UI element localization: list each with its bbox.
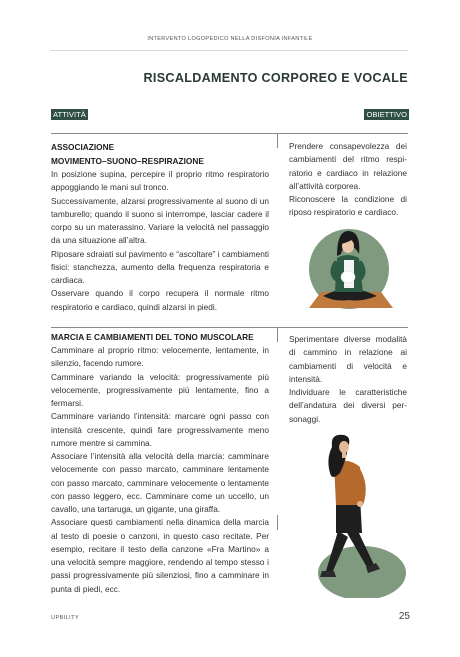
table-middle-rule (51, 327, 408, 328)
objective-paragraph: Individuare le caratteristiche dell’andatura dei diversi personaggi. (289, 387, 407, 424)
activity-paragraph: Associare l’intensità alla velocità della marcia: camminare velocemente con passo marcato, camminare lentamente con passo marcato, camminare velocemente o lentamente con passo leggero, ecc. Camminare come un uccello, un cavallo, una tartaruga, un gigante, una giraffa. (51, 451, 269, 514)
activity-paragraph: Camminare variando l’intensità: marcare ogni passo con intensità crescente, quindi fare progressivamente meno rumore mentre si cammina. (51, 411, 269, 448)
woman-walking-illustration (302, 433, 412, 598)
section-heading: MOVIMENTO–SUONO–RESPIRAZIONE (51, 156, 204, 166)
header-rule (50, 50, 408, 51)
activity-section-1 (51, 140, 269, 314)
activity-paragraph: Camminare al proprio ritmo: velocemente, lentamente, in silenzio, facendo rumore. (51, 345, 269, 369)
running-head: INTERVENTO LOGOPEDICO NELLA DISFONIA INFANTILE (147, 36, 313, 42)
objective-paragraph: Riconoscere la condizione di riposo respiratorio e cardiaco. (289, 194, 407, 218)
column-divider-top (277, 133, 278, 148)
objective-section-2 (289, 333, 407, 426)
activity-paragraph: In posizione supina, percepire il proprio ritmo respiratorio appoggiando le mani sul tronco. (51, 169, 269, 193)
activity-paragraph: Associare questi cambiamenti nella dinamica della marcia al testo di poesie o canzoni, in questo caso recitate. Per esempio, recitare il testo della canzone «Fra Martino» a una velocità sempre maggiore, rendendo al tempo stesso i passi progressivamente più silenziosi, fino a camminare in punta di piedi, ecc. (51, 517, 269, 594)
activity-paragraph: Riposare sdraiati sul pavimento e “ascoltare” i cambiamenti fisici: stanchezza, aumento della frequenza respiratoria e cardiaca. (51, 248, 269, 285)
activity-paragraph: Osservare quando il corpo recupera il normale ritmo respiratorio e cardiaco, quindi alzarsi in piedi. (51, 288, 269, 312)
footer-brand: UPBILITY (51, 615, 80, 621)
column-divider-lower (277, 515, 278, 530)
objective-section-1 (289, 140, 407, 220)
woman-meditating-illustration (301, 222, 401, 312)
table-top-rule (51, 133, 408, 134)
activity-paragraph: Successivamente, alzarsi progressivamente al suono di un tamburello; quando il suono si interrompe, lasciar cadere il corpo su un materassino. Variare la velocità nel passaggio da una situazione all’altra. (51, 195, 269, 246)
objective-paragraph: Prendere consapevolezza dei cambiamenti del ritmo respiratorio e cardiaco in relazione all’attività corporea. (289, 141, 407, 191)
page-title: RISCALDAMENTO CORPOREO E VOCALE (143, 71, 408, 85)
section-heading: MARCIA E CAMBIAMENTI DEL TONO MUSCOLARE (51, 332, 254, 342)
column-label-objective: OBIETTIVO (366, 110, 407, 119)
column-label-activity: ATTIVITÀ (53, 110, 86, 119)
activity-paragraph: Camminare variando la velocità: progressivamente più velocemente, progressivamente più lentamente, fino a fermarsi. (51, 371, 269, 408)
section-heading: ASSOCIAZIONE (51, 142, 115, 152)
column-divider-middle (277, 327, 278, 342)
objective-paragraph: Sperimentare diverse modalità di cammino in relazione ai cambiamenti di velocità e intensità. (289, 334, 407, 384)
activity-section-2 (51, 331, 269, 596)
page-number: 25 (398, 611, 410, 622)
